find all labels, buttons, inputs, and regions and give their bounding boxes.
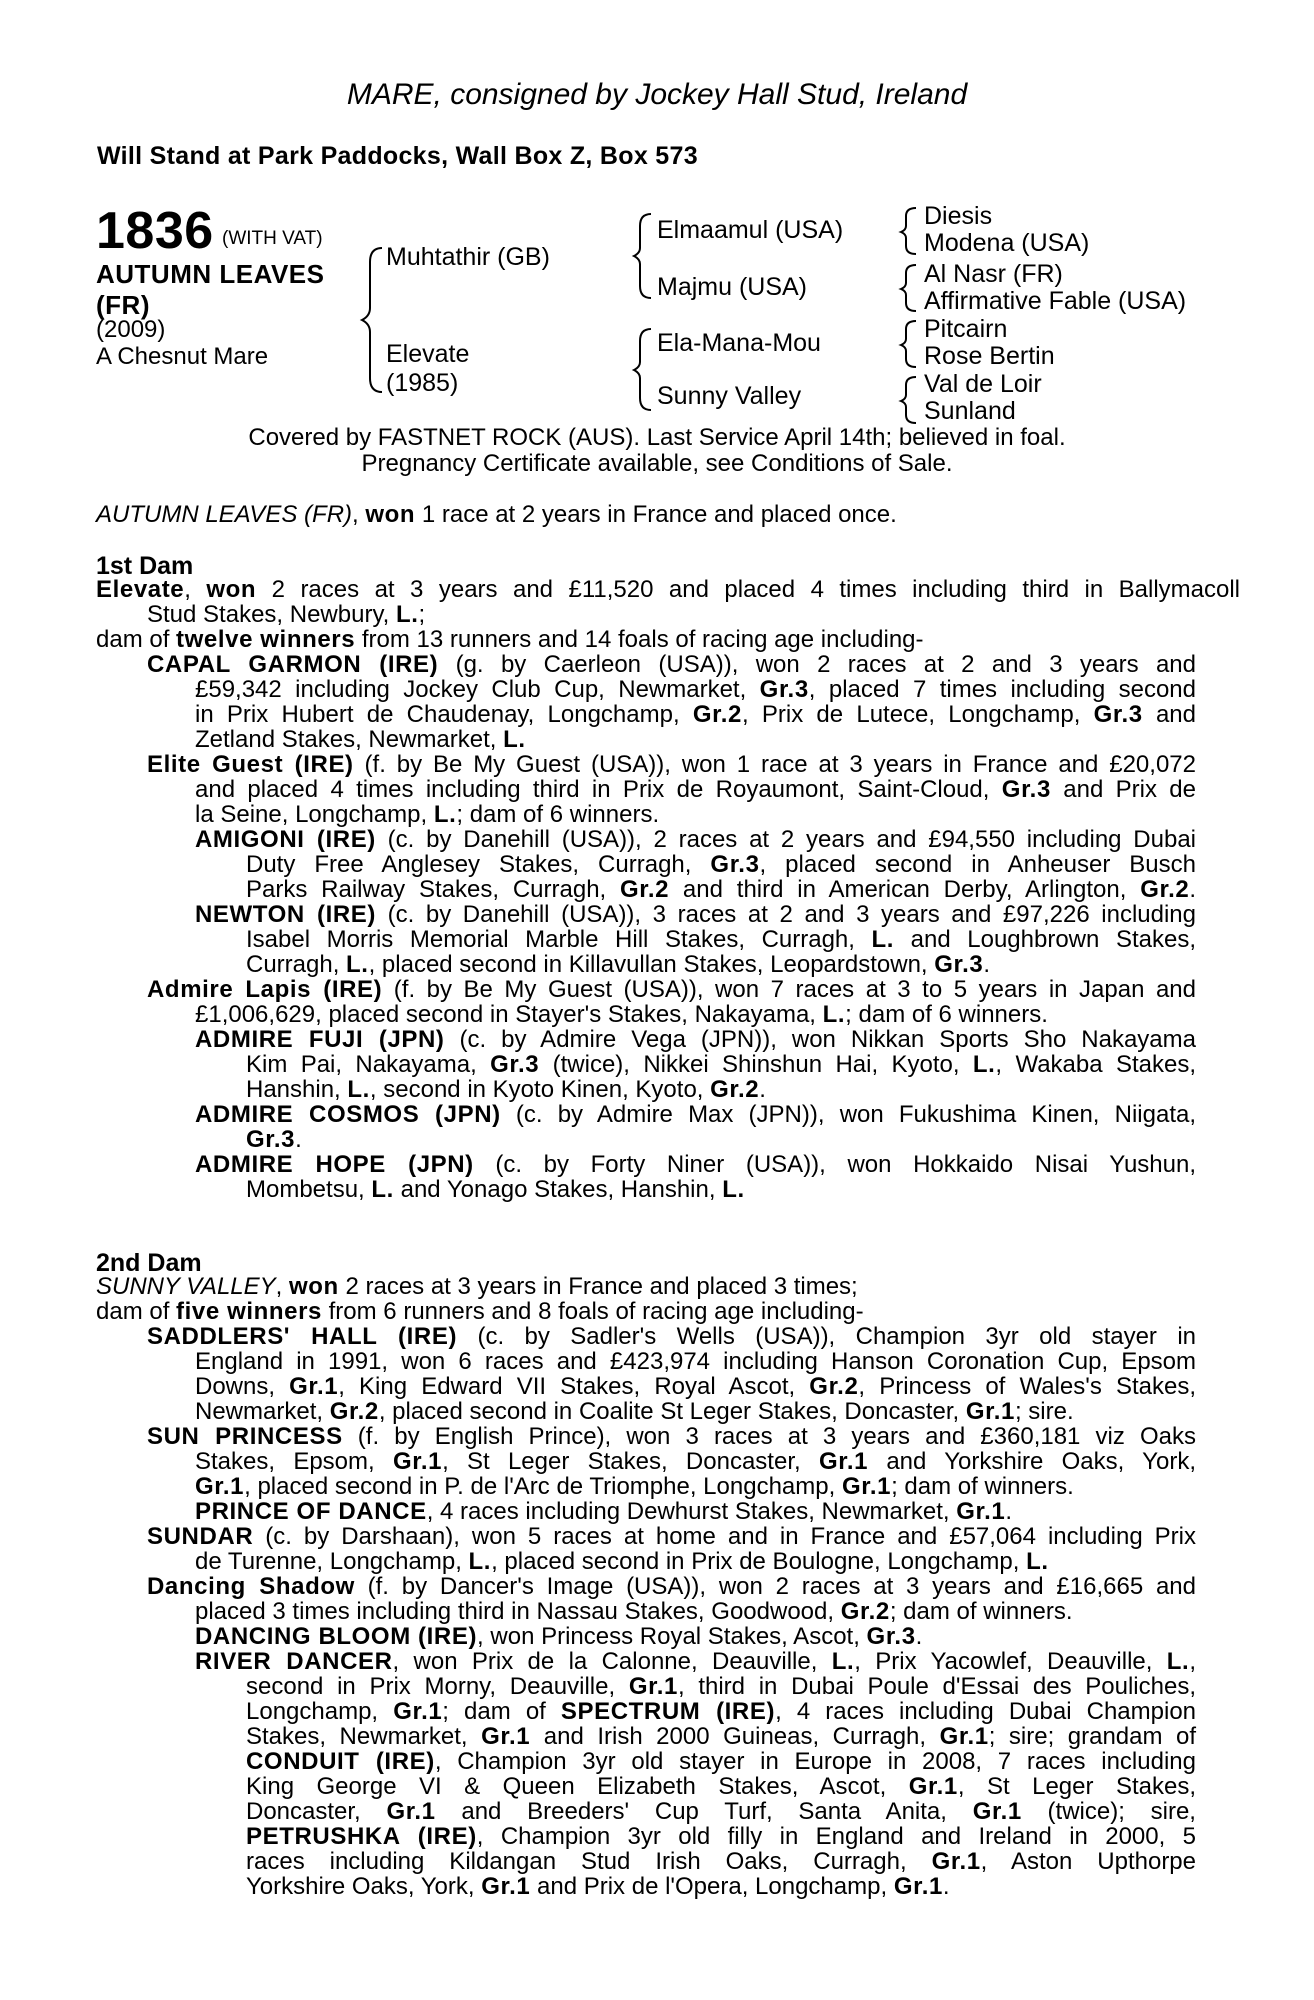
text-segment: , <box>1189 1648 1196 1675</box>
pedigree-g4: Affirmative Fable (USA) <box>924 287 1187 315</box>
bold-text: won <box>289 1273 339 1300</box>
bold-text: L. <box>871 926 895 953</box>
text-line <box>246 926 1196 954</box>
text-line <box>246 1798 1196 1826</box>
bold-text: Gr.1 <box>818 1448 869 1475</box>
text-segment: , Champion 3yr old filly in England and Ireland in 2000, 5 <box>476 1823 1196 1850</box>
text-segment: (c. by Sadler's Wells (USA)), Champion 3yr old stayer in <box>457 1323 1196 1350</box>
pedigree-sire: Muhtathir (GB) <box>386 243 550 271</box>
bold-text: SPECTRUM (IRE) <box>560 1698 776 1725</box>
text-line <box>195 1648 1196 1676</box>
bold-text: PRINCE OF DANCE <box>195 1498 427 1525</box>
bold-text: Gr.1 <box>481 1723 531 1750</box>
bold-text: SUN PRINCESS <box>147 1423 343 1450</box>
bold-text: Gr.1 <box>628 1673 678 1700</box>
bold-text: NEWTON (IRE) <box>195 901 377 928</box>
bracket-gen1 <box>362 248 382 392</box>
text-segment: dam of <box>96 1298 177 1325</box>
text-segment: , 4 races including Dubai Champion <box>775 1698 1197 1725</box>
text-line <box>195 1001 1048 1029</box>
text-segment: Stakes, Epsom, <box>195 1448 393 1475</box>
text-segment: and Yonago Stakes, Hanshin, <box>393 1176 723 1203</box>
bold-text: Gr.3 <box>246 1126 296 1153</box>
text-line <box>246 1051 1196 1079</box>
text-segment: Kim Pai, Nakayama, <box>246 1051 491 1078</box>
text-segment: Stakes, Newmarket, <box>246 1723 482 1750</box>
bold-text: Gr.1 <box>956 1498 1006 1525</box>
text-segment: , placed second in Anheuser Busch <box>759 851 1197 878</box>
text-line <box>195 1373 1196 1401</box>
text-segment: , placed second in P. de l'Arc de Triomphe, Longchamp, <box>244 1473 842 1500</box>
vat-note: (WITH VAT) <box>222 228 323 249</box>
bold-text: Gr.3 <box>1093 701 1143 728</box>
text-line <box>246 1126 302 1154</box>
text-segment: Yorkshire Oaks, York, <box>246 1873 482 1900</box>
text-segment: . <box>1189 876 1196 903</box>
bold-text: Gr.1 <box>841 1473 892 1500</box>
bold-text: L. <box>433 801 457 828</box>
pedigree-g6: Rose Bertin <box>924 342 1055 370</box>
text-segment: and Yorkshire Oaks, York, <box>868 1448 1196 1475</box>
pedigree-sire-sire: Elmaamul (USA) <box>657 216 844 244</box>
text-segment: , St Leger Stakes, <box>957 1773 1196 1800</box>
text-line <box>195 1548 1049 1576</box>
text-line <box>195 1448 1196 1476</box>
text-line <box>246 1673 1196 1701</box>
text-line <box>96 626 924 654</box>
text-line <box>246 851 1196 879</box>
text-line <box>195 1101 1196 1129</box>
text-segment: ; sire; grandam of <box>988 1723 1197 1750</box>
bold-text: L. <box>1166 1648 1190 1675</box>
bold-text: Gr.1 <box>939 1723 989 1750</box>
bold-text: L. <box>722 1176 745 1203</box>
pedigree-dam-year: (1985) <box>386 369 459 397</box>
record-horse-name: AUTUMN LEAVES (FR) <box>96 501 353 528</box>
bold-text: L. <box>347 1076 370 1103</box>
text-line <box>147 1573 1196 1601</box>
text-segment: , Aston Upthorpe <box>980 1848 1197 1875</box>
text-segment: ; <box>418 601 426 628</box>
foaling-year: (2009) <box>96 316 166 343</box>
text-segment: . <box>759 1076 766 1103</box>
text-segment: and Prix de <box>1050 776 1196 803</box>
bold-text: L. <box>503 726 526 753</box>
text-line <box>195 1348 1196 1376</box>
text-segment: ; dam of <box>442 1698 561 1725</box>
first-dam-heading: 1st Dam <box>96 552 194 580</box>
bracket-sire <box>634 214 651 298</box>
text-segment: . <box>295 1126 302 1153</box>
text-segment: , 4 races including Dewhurst Stakes, Newmarket, <box>426 1498 957 1525</box>
pedigree-g2: Modena (USA) <box>924 229 1090 257</box>
bold-text: Gr.3 <box>490 1051 540 1078</box>
pedigree-g7: Val de Loir <box>924 370 1042 398</box>
bold-text: RIVER DANCER <box>195 1648 393 1675</box>
text-segment: races including Kildangan Stud Irish Oaks, Curragh, <box>246 1848 932 1875</box>
text-segment: from 6 runners and 8 foals of racing age including- <box>321 1298 864 1325</box>
bold-text: five winners <box>176 1298 322 1325</box>
text-line <box>246 876 1196 904</box>
text-segment: Curragh, <box>246 951 347 978</box>
text-segment: , Princess of Wales's Stakes, <box>858 1373 1197 1400</box>
text-segment: , placed second in Prix de Boulogne, Longchamp, <box>491 1548 1027 1575</box>
text-segment: and Breeders' Cup Turf, Santa Anita, <box>435 1798 973 1825</box>
text-segment: , Wakaba Stakes, <box>995 1051 1196 1078</box>
bold-text: ADMIRE HOPE (JPN) <box>195 1151 474 1178</box>
text-segment: , second in Kyoto Kinen, Kyoto, <box>369 1076 711 1103</box>
text-segment: , King Edward VII Stakes, Royal Ascot, <box>338 1373 810 1400</box>
text-segment: second in Prix Morny, Deauville, <box>246 1673 629 1700</box>
text-segment: Doncaster, <box>246 1798 387 1825</box>
bold-text: Gr.1 <box>392 1448 443 1475</box>
text-segment: Mombetsu, <box>246 1176 372 1203</box>
text-segment: (c. by Admire Vega (JPN)), won Nikkan Sports Sho Nakayama <box>444 1026 1196 1053</box>
text-segment: , placed second in Coalite St Leger Stakes, Doncaster, <box>378 1398 966 1425</box>
text-line <box>147 651 1196 679</box>
text-segment: from 13 runners and 14 foals of racing age including- <box>355 626 924 653</box>
text-line <box>147 1423 1196 1451</box>
pedigree-g5: Pitcairn <box>924 315 1008 343</box>
text-line <box>96 1298 864 1326</box>
bold-text: PETRUSHKA (IRE) <box>246 1823 477 1850</box>
bold-text: Elite Guest (IRE) <box>147 751 354 778</box>
text-line <box>246 1698 1196 1726</box>
bold-text: Elevate <box>96 576 185 603</box>
text-segment: (twice), Nikkei Shinshun Hai, Kyoto, <box>539 1051 973 1078</box>
text-segment: Longchamp, <box>246 1698 394 1725</box>
text-segment: ; dam of winners. <box>889 1598 1073 1625</box>
text-segment: ; dam of 6 winners. <box>456 801 660 828</box>
text-segment: placed 3 times including third in Nassau Stakes, Goodwood, <box>195 1598 841 1625</box>
text-line <box>147 601 425 629</box>
text-line <box>246 1823 1196 1851</box>
text-line <box>195 776 1196 804</box>
text-segment: , third in Dubai Poule d'Essai des Pouliches, <box>677 1673 1196 1700</box>
text-segment: , placed 7 times including second <box>808 676 1196 703</box>
text-segment: £1,006,629, placed second in Stayer's Stakes, Nakayama, <box>195 1001 823 1028</box>
text-segment: dam of <box>96 626 177 653</box>
text-segment: Downs, <box>195 1373 290 1400</box>
bold-text: Gr.2 <box>620 876 670 903</box>
text-line <box>195 676 1196 704</box>
text-segment: , placed second in Killavullan Stakes, Leopardstown, <box>368 951 935 978</box>
bold-text: Gr.1 <box>289 1373 339 1400</box>
text-segment: . <box>915 1623 923 1650</box>
record-text: 1 race at 2 years in France and placed once. <box>415 501 897 528</box>
bold-text: Gr.1 <box>481 1873 531 1900</box>
pedigree-sire-dam: Majmu (USA) <box>657 273 808 301</box>
text-segment: Zetland Stakes, Newmarket, <box>195 726 504 753</box>
text-segment: (c. by Forty Niner (USA)), won Hokkaido Nisai Yushun, <box>473 1151 1197 1178</box>
text-line <box>246 1773 1196 1801</box>
bold-text: L. <box>972 1051 996 1078</box>
text-line <box>147 1323 1196 1351</box>
text-segment: (g. by Caerleon (USA)), won 2 races at 2 and 3 years and <box>438 651 1196 678</box>
bold-text: Gr.1 <box>386 1798 436 1825</box>
bold-text: L. <box>346 951 369 978</box>
bold-text: twelve winners <box>176 626 356 653</box>
second-dam-heading: 2nd Dam <box>96 1249 202 1277</box>
text-segment: (c. by Admire Max (JPN)), won Fukushima Kinen, Niigata, <box>500 1101 1196 1128</box>
text-segment: , Prix Yacowlef, Deauville, <box>854 1648 1167 1675</box>
bold-text: SUNDAR <box>147 1523 254 1550</box>
bracket-g12 <box>901 208 916 254</box>
lot-number: 1836 <box>96 202 214 260</box>
bold-text: Gr.2 <box>692 701 742 728</box>
bold-text: Gr.2 <box>1140 876 1190 903</box>
text-line <box>195 1498 1012 1526</box>
bold-text: Gr.1 <box>893 1873 943 1900</box>
bold-text: Gr.1 <box>931 1848 981 1875</box>
text-segment: , won Prix de la Calonne, Deauville, <box>392 1648 832 1675</box>
text-line <box>195 901 1196 929</box>
pedigree-g8: Sunland <box>924 397 1016 425</box>
text-line <box>246 1076 766 1104</box>
text-segment: (f. by English Prince), won 3 races at 3 years and £360,181 viz Oaks <box>342 1423 1196 1450</box>
text-segment: Duty Free Anglesey Stakes, Curragh, <box>246 851 711 878</box>
text-segment: 2 races at 3 years and £11,520 and placed 4 times including third in Ballymacoll <box>256 576 1240 603</box>
text-segment: Newmarket, <box>195 1398 330 1425</box>
bold-text: Gr.1 <box>908 1773 958 1800</box>
bold-text: Gr.2 <box>710 1076 760 1103</box>
race-record: AUTUMN LEAVES (FR), won 1 race at 2 years in France and placed once. <box>96 501 897 528</box>
text-line <box>195 1623 922 1651</box>
text-line <box>96 1273 858 1301</box>
text-segment: 2 races at 3 years in France and placed 3 times; <box>338 1273 858 1300</box>
text-segment: (f. by Dancer's Image (USA)), won 2 races at 3 years and £16,665 and <box>354 1573 1197 1600</box>
text-segment: and Irish 2000 Guineas, Curragh, <box>530 1723 940 1750</box>
text-line <box>195 826 1196 854</box>
text-segment: . <box>983 951 991 978</box>
text-segment: , Prix de Lutece, Longchamp, <box>741 701 1094 728</box>
text-line <box>246 951 990 979</box>
text-line <box>195 701 1196 729</box>
text-segment: , <box>275 1273 289 1300</box>
bracket-g34 <box>901 265 916 311</box>
text-line <box>195 801 659 829</box>
text-segment: (c. by Danehill (USA)), 2 races at 2 years and £94,550 including Dubai <box>375 826 1196 853</box>
text-line <box>195 1473 1074 1501</box>
text-segment: ; dam of 6 winners. <box>845 1001 1048 1028</box>
text-segment: (twice); sire, <box>1021 1798 1196 1825</box>
text-line <box>195 1026 1196 1054</box>
pedigree-dam: Elevate <box>386 340 470 368</box>
bold-text: Gr.2 <box>840 1598 890 1625</box>
bold-text: Dancing Shadow <box>147 1573 355 1600</box>
bold-text: Gr.3 <box>710 851 760 878</box>
text-segment: , won Princess Royal Stakes, Ascot, <box>477 1623 867 1650</box>
bold-text: Gr.1 <box>195 1473 245 1500</box>
text-line <box>147 1523 1196 1551</box>
consignor-heading: MARE, consigned by Jockey Hall Stud, Ireland <box>346 78 968 111</box>
bold-text: L. <box>822 1001 846 1028</box>
bold-text: L. <box>1026 1548 1049 1575</box>
text-line <box>147 751 1196 779</box>
text-segment: , St Leger Stakes, Doncaster, <box>442 1448 819 1475</box>
bold-text: Gr.3 <box>1001 776 1051 803</box>
text-segment: (c. by Darshaan), won 5 races at home and in France and £57,064 including Prix <box>253 1523 1196 1550</box>
bold-text: L. <box>371 1176 394 1203</box>
bold-text: Gr.1 <box>393 1698 443 1725</box>
bold-text: L. <box>831 1648 855 1675</box>
text-line <box>246 1748 1196 1776</box>
italic-text: SUNNY VALLEY <box>96 1273 276 1300</box>
text-segment: in Prix Hubert de Chaudenay, Longchamp, <box>195 701 693 728</box>
bold-text: Gr.1 <box>972 1798 1022 1825</box>
bold-text: L. <box>396 601 419 628</box>
text-segment: . <box>1005 1498 1013 1525</box>
covered-note: Covered by FASTNET ROCK (AUS). Last Service April 14th; believed in foal. <box>248 424 1066 451</box>
text-segment: ; sire. <box>1014 1398 1074 1425</box>
text-line <box>195 1598 1073 1626</box>
text-segment: and placed 4 times including third in Prix de Royaumont, Saint-Cloud, <box>195 776 1002 803</box>
text-segment: Parks Railway Stakes, Curragh, <box>246 876 621 903</box>
bold-text: Gr.3 <box>866 1623 916 1650</box>
text-segment: £59,342 including Jockey Club Cup, Newmarket, <box>195 676 760 703</box>
bracket-g56 <box>901 321 916 367</box>
bold-text: CAPAL GARMON (IRE) <box>147 651 439 678</box>
text-segment: and third in American Derby, Arlington, <box>669 876 1141 903</box>
text-segment: and Loughbrown Stakes, <box>894 926 1196 953</box>
text-line <box>246 1723 1196 1751</box>
pedigree-dam-dam: Sunny Valley <box>657 382 802 410</box>
text-segment: (f. by Be My Guest (USA)), won 1 race at 3 years in France and £20,072 <box>353 751 1196 778</box>
text-segment: de Turenne, Longchamp, <box>195 1548 469 1575</box>
bold-text: SADDLERS' HALL (IRE) <box>147 1323 458 1350</box>
text-line <box>195 1398 1074 1426</box>
text-segment: King George VI & Queen Elizabeth Stakes, Ascot, <box>246 1773 909 1800</box>
text-line <box>195 726 526 754</box>
bold-text: Gr.3 <box>934 951 984 978</box>
text-segment: , <box>184 576 207 603</box>
text-segment: Stud Stakes, Newbury, <box>147 601 396 628</box>
stand-location: Will Stand at Park Paddocks, Wall Box Z, Box 573 <box>97 142 698 170</box>
text-line <box>147 976 1196 1004</box>
text-line <box>246 1176 745 1204</box>
pregnancy-note: Pregnancy Certificate available, see Conditions of Sale. <box>361 450 953 477</box>
bold-text: Gr.2 <box>809 1373 859 1400</box>
bold-text: Gr.2 <box>329 1398 379 1425</box>
text-segment: and Prix de l'Opera, Longchamp, <box>530 1873 894 1900</box>
bold-text: ADMIRE FUJI (JPN) <box>195 1026 445 1053</box>
won-label: won <box>365 501 416 528</box>
text-segment: England in 1991, won 6 races and £423,974 including Hanson Coronation Cup, Epsom <box>195 1348 1196 1375</box>
horse-name: AUTUMN LEAVES (FR) <box>96 259 325 320</box>
text-segment: and <box>1142 701 1197 728</box>
text-segment: , Champion 3yr old stayer in Europe in 2008, 7 races including <box>434 1748 1196 1775</box>
pedigree-g3: Al Nasr (FR) <box>924 260 1063 288</box>
bold-text: ADMIRE COSMOS (JPN) <box>195 1101 501 1128</box>
bold-text: Gr.1 <box>965 1398 1015 1425</box>
text-segment: . <box>942 1873 950 1900</box>
bold-text: Gr.3 <box>759 676 809 703</box>
bracket-dam <box>634 329 651 410</box>
text-segment: (f. by Be My Guest (USA)), won 7 races at 3 to 5 years in Japan and <box>382 976 1197 1003</box>
bold-text: L. <box>468 1548 492 1575</box>
text-line <box>246 1848 1196 1876</box>
bold-text: DANCING BLOOM (IRE) <box>195 1623 478 1650</box>
bold-text: Admire Lapis (IRE) <box>147 976 383 1003</box>
text-segment: ; dam of winners. <box>891 1473 1074 1500</box>
bold-text: won <box>206 576 257 603</box>
text-segment: Isabel Morris Memorial Marble Hill Stakes, Curragh, <box>246 926 872 953</box>
horse-description: A Chesnut Mare <box>96 343 269 370</box>
text-line <box>246 1873 950 1901</box>
text-segment: Hanshin, <box>246 1076 348 1103</box>
pedigree-dam-sire: Ela-Mana-Mou <box>657 329 821 357</box>
text-segment: la Seine, Longchamp, <box>195 801 434 828</box>
text-line <box>195 1151 1196 1179</box>
pedigree-g1: Diesis <box>924 202 993 230</box>
text-line <box>96 576 1240 604</box>
bold-text: AMIGONI (IRE) <box>195 826 376 853</box>
bracket-g78 <box>901 377 916 423</box>
text-segment: (c. by Danehill (USA)), 3 races at 2 and 3 years and £97,226 including <box>376 901 1196 928</box>
bold-text: CONDUIT (IRE) <box>246 1748 435 1775</box>
